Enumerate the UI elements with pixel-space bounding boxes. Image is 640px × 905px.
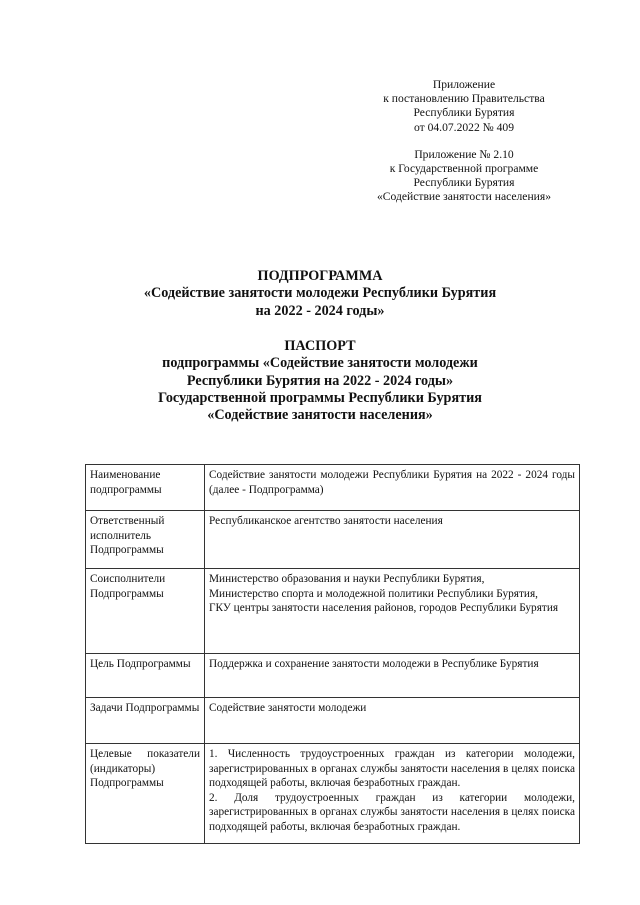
passport-line: «Содействие занятости населения» [207,407,433,424]
row-value-text: 1. Численность трудоустроенных граждан из категории молодежи, зарегистрированных в органах службы занятости населения в целях поиска подходящей работы, включая безработных граждан. [209,748,575,790]
row-label: Целевые показатели (индикаторы) Подпрограммы [86,744,205,844]
passport-line: Государственной программы Республики Бурятия [158,389,482,406]
table-row [86,654,580,698]
row-label: Цель Подпрограммы [86,654,205,698]
passport-heading [0,338,640,424]
row-value-text: Поддержка и сохранение занятости молодежи в Республике Бурятия [209,658,539,670]
row-value [205,698,580,744]
row-label: Задачи Подпрограммы [86,698,205,744]
row-value-text: 2. Доля трудоустроенных граждан из категории молодежи, зарегистрированных в органах службы занятости населения в целях поиска подходящей работы, включая безработных граждан. [209,791,575,833]
row-value [205,654,580,698]
passport-title: ПАСПОРТ [284,338,356,354]
row-value [205,744,580,844]
table-row [86,698,580,744]
row-value-text: Содействие занятости молодежи [209,702,367,714]
subprogram-line: на 2022 - 2024 годы» [255,302,385,319]
passport-table [85,464,580,844]
row-label: Наименование подпрограммы [86,465,205,511]
appendix-line: к постановлению Правительства [383,92,545,106]
appendix-line: от 04.07.2022 № 409 [413,120,515,134]
table-row [86,569,580,654]
table-row [86,465,580,511]
row-value-text: Министерство спорта и молодежной политики Республики Бурятия, [209,587,538,600]
table-row [86,744,580,844]
subprogram-line: «Содействие занятости молодежи Республики Бурятия [143,285,497,302]
row-value-text: ГКУ центры занятости населения районов, городов Республики Бурятия [209,602,559,615]
appendix-line: Республики Бурятия [413,106,515,120]
passport-line: Республики Бурятия на 2022 - 2024 годы» [186,372,454,389]
appendix-line: «Содействие занятости населения» [376,190,551,204]
row-value [205,465,580,511]
row-label: Ответственный исполнитель Подпрограммы [86,511,205,569]
appendix-line: Республики Бурятия [413,176,515,190]
row-value-text: Министерство образования и науки Республики Бурятия, [209,573,485,585]
table-row [86,511,580,569]
subprogram-heading [0,268,640,320]
subprogram-title: ПОДПРОГРАММА [257,268,383,284]
row-label: Соисполнители Подпрограммы [86,569,205,654]
appendix-block [362,78,566,205]
appendix-line: Приложение № 2.10 [414,147,514,161]
passport-line: подпрограммы «Содействие занятости молодежи [162,355,478,372]
row-value-text: Содействие занятости молодежи Республики Бурятия на 2022 - 2024 годы (далее - Подпрограмма) [209,469,575,496]
appendix-line: к Государственной программе [389,162,539,176]
row-value [205,511,580,569]
row-value [205,569,580,654]
appendix-line: Приложение [432,78,496,91]
row-value-text: Республиканское агентство занятости населения [209,515,443,527]
appendix-gap [362,135,566,148]
